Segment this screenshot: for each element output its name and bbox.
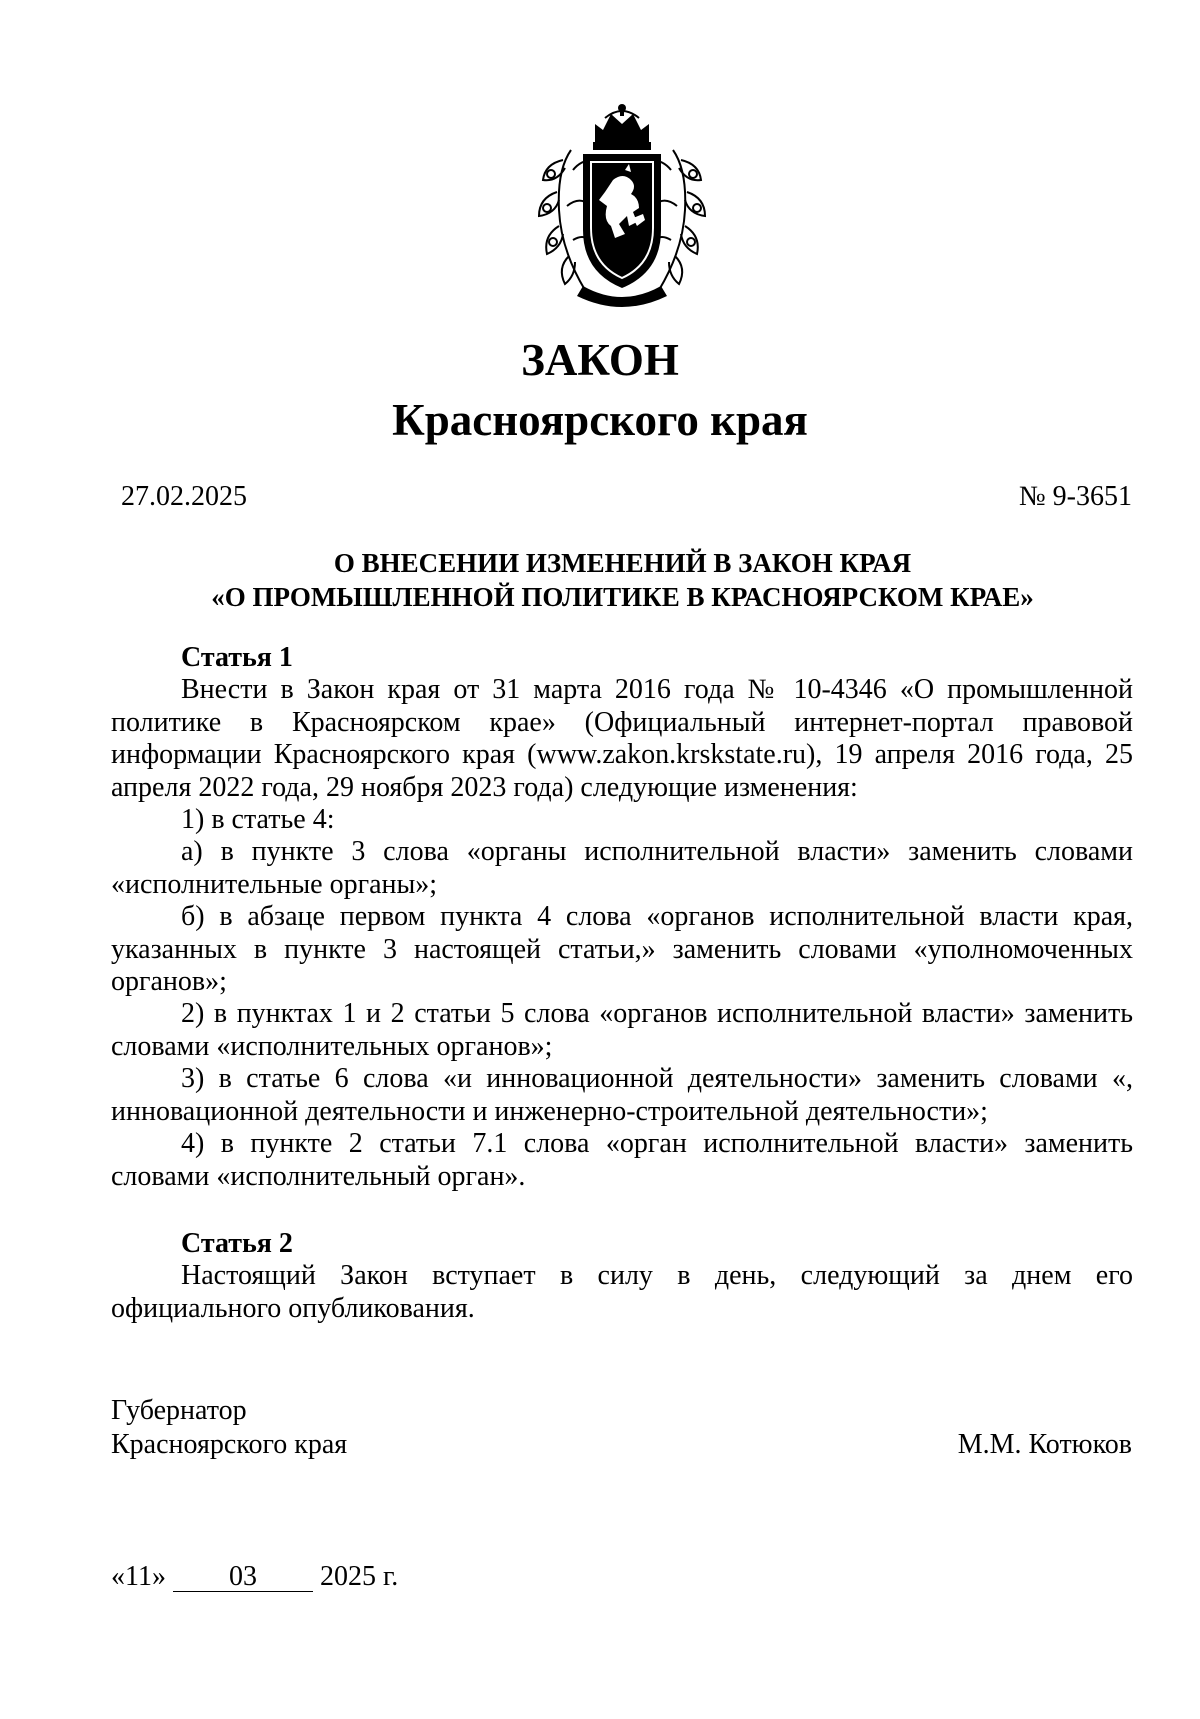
crown-icon: [593, 104, 651, 150]
article-2-paragraph: Настоящий Закон вступает в силу в день, следующий за днем его официального опубликования.: [111, 1260, 1133, 1324]
signing-date: [111, 1560, 398, 1594]
law-subject: [0, 546, 1200, 614]
ribbon: [577, 286, 667, 307]
subject-line-2: «О ПРОМЫШЛЕННОЙ ПОЛИТИКЕ В КРАСНОЯРСКОМ КРАЕ»: [211, 582, 1034, 612]
article-1: [111, 642, 1133, 1193]
law-number: № 9-3651: [1018, 481, 1132, 512]
coat-of-arms-emblem: [533, 100, 711, 310]
article-1-paragraph: 2) в пунктах 1 и 2 статьи 5 слова «органов исполнительной власти» заменить словами «исполнительных органов»;: [111, 998, 1133, 1062]
signatory-position: [111, 1394, 347, 1462]
article-1-paragraph: 3) в статье 6 слова «и инновационной деятельности» заменить словами «, инновационной деятельности и инженерно-строительной деятельности»;: [111, 1063, 1133, 1127]
signing-month: 03: [173, 1563, 313, 1592]
article-1-paragraph: Внести в Закон края от 31 марта 2016 года № 10-4346 «О промышленной политике в Красноярском крае» (Официальный интернет-портал правовой информации Красноярского края (www.zakon.krskstate.ru), 19 апреля 2016 года, 25 апреля 2022 года, 29 ноября 2023 года) следующие изменения:: [111, 674, 1133, 803]
article-1-paragraph: 1) в статье 4:: [181, 804, 335, 836]
law-title: ЗАКОН: [521, 335, 679, 385]
shield-icon: [583, 154, 661, 288]
signing-year: 2025 г.: [319, 1561, 399, 1592]
article-2: [111, 1228, 1133, 1325]
signing-day: «11»: [111, 1561, 166, 1592]
signatory-region: Красноярского края: [111, 1429, 348, 1460]
law-date: 27.02.2025: [121, 481, 247, 512]
article-1-paragraph: а) в пункте 3 слова «органы исполнительной власти» заменить словами «исполнительные органы»;: [111, 836, 1133, 900]
article-1-paragraph: 4) в пункте 2 статьи 7.1 слова «орган исполнительной власти» заменить словами «исполнительный орган».: [111, 1128, 1133, 1192]
signatory-title: Губернатор: [111, 1395, 247, 1426]
signatory-name: М.М. Котюков: [957, 1429, 1132, 1460]
subject-line-1: О ВНЕСЕНИИ ИЗМЕНЕНИЙ В ЗАКОН КРАЯ: [333, 548, 912, 578]
law-region: Красноярского края: [392, 395, 808, 445]
article-1-paragraph: б) в абзаце первом пункта 4 слова «органов исполнительной власти края, указанных в пункте 3 настоящей статьи,» заменить словами «уполномоченных органов»;: [111, 901, 1133, 998]
article-1-heading: Статья 1: [181, 642, 293, 673]
article-2-heading: Статья 2: [181, 1228, 293, 1259]
